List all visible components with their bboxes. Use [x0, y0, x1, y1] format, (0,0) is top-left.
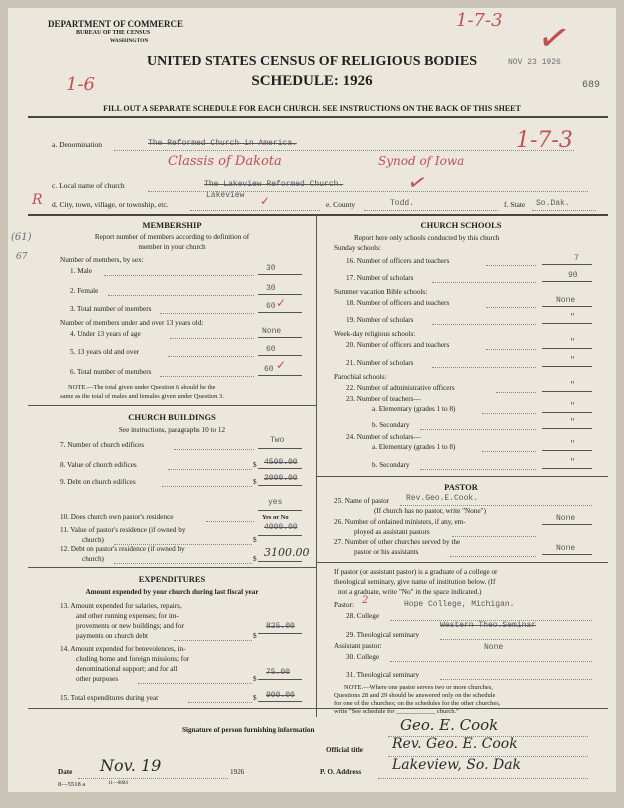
state-typed: So.Dak.: [536, 199, 570, 208]
q22-label: 22. Number of administrative officers: [346, 384, 455, 392]
date-value: Nov. 19: [100, 756, 162, 775]
q5-label: 5. 13 years old and over: [70, 348, 140, 356]
q7-value: Two: [270, 436, 285, 445]
header-rule: [28, 116, 608, 118]
q27-label-b: pastor or his assistants: [354, 548, 419, 556]
grad-note-1: If pastor (or assistant pastor) is a graduate of a college or: [334, 568, 498, 576]
q23b-value: ": [570, 418, 575, 427]
q11-value: 4000.00: [264, 523, 298, 532]
q2-label: 2. Female: [70, 287, 99, 295]
denomination-typed: The Reformed Church in America.: [148, 139, 297, 148]
q29-value: Western Theo.Seminar: [440, 621, 537, 630]
q8-label: 8. Value of church edifices: [60, 461, 137, 469]
q12-label-b: church): [82, 555, 104, 563]
membership-intro-2: member in your church: [138, 243, 206, 251]
signature: Geo. E. Cook: [400, 716, 499, 734]
q13-label-c: provements or new buildings; and for: [76, 622, 184, 630]
pastor-note-3: for one of the churches; on the schedules for the other churches,: [334, 700, 501, 707]
q24-label: 24. Number of scholars—: [346, 433, 421, 441]
instruction-line: FILL OUT A SEPARATE SCHEDULE FOR EACH CHURCH. SEE INSTRUCTIONS ON THE BACK OF THIS SHEET: [103, 104, 521, 113]
q6-value: 60: [264, 365, 274, 374]
q23b-label: b. Secondary: [372, 421, 410, 429]
membership-note-1: NOTE.—The total given under Question 6 should be the: [68, 384, 216, 391]
stamp-number: 689: [582, 80, 601, 91]
membership-intro-1: Report number of members according to definition of: [94, 233, 250, 241]
q13-label-a: 13. Amount expended for salaries, repairs,: [60, 602, 182, 610]
q17-value: 90: [568, 271, 578, 280]
pastor-hand-mark: 2: [362, 595, 369, 606]
q7-label: 7. Number of church edifices: [60, 441, 145, 449]
parochial-schools: Parochial schools:: [334, 373, 387, 381]
q8-value: 4500.00: [264, 458, 298, 467]
q1-value: 30: [266, 264, 276, 273]
q14-label-a: 14. Amount expended for benevolences, in-: [60, 645, 186, 653]
q24b-value: ": [570, 458, 575, 467]
q30-value: None: [484, 643, 504, 652]
po-address-value: Lakeview, So. Dak: [392, 757, 522, 773]
q4-label: 4. Under 13 years of age: [70, 330, 141, 338]
pastor-title: PASTOR: [444, 482, 478, 492]
denomination-classis: Classis of Dakota: [168, 154, 282, 169]
q23a-label: a. Elementary (grades 1 to 8): [372, 405, 456, 413]
membership-title: MEMBERSHIP: [142, 220, 202, 230]
local-name-label: c. Local name of church: [52, 181, 125, 190]
received-stamp: NOV 23 1926: [508, 58, 561, 67]
assistant-pastor-label: Assistant pastor:: [334, 642, 382, 650]
code-right: 1-7-3: [516, 128, 573, 153]
q24a-label: a. Elementary (grades 1 to 8): [372, 443, 456, 451]
q1-label: 1. Male: [70, 267, 92, 275]
local-name-typed: The Lakeview Reformed Church.: [204, 180, 344, 189]
county-typed: Todd.: [390, 199, 415, 208]
margin-61: (61): [11, 232, 32, 243]
q26-label-a: 26. Number of ordained ministers, if any, em-: [334, 518, 466, 526]
q23-label: 23. Number of teachers—: [346, 395, 421, 403]
dept-name: DEPARTMENT OF COMMERCE: [48, 19, 184, 29]
membership-note-2: same as the total of males and females given under Question 3.: [60, 393, 224, 400]
q18-label: 18. Number of officers and teachers: [346, 299, 450, 307]
general-rule: [28, 214, 608, 216]
city-name: WASHINGTON: [110, 38, 149, 44]
bureau-name: BUREAU OF THE CENSUS: [76, 30, 151, 36]
q24a-value: ": [570, 440, 575, 449]
buildings-title: CHURCH BUILDINGS: [128, 412, 216, 422]
grad-note-3: not a graduate, write "No" in the space indicated.): [338, 588, 482, 596]
q28-value: Hope College, Michigan.: [404, 600, 515, 609]
check-mark-top: ✓: [533, 15, 574, 63]
date-label: Date: [58, 768, 73, 776]
schedule-year: SCHEDULE: 1926: [251, 73, 373, 89]
margin-67: 67: [16, 252, 28, 262]
members-by-sex: Number of members, by sex:: [60, 256, 144, 264]
po-address-label: P. O. Address: [320, 768, 362, 776]
q6-label: 6. Total number of members: [70, 368, 152, 376]
q27-value: None: [556, 544, 576, 553]
q16-label: 16. Number of officers and teachers: [346, 257, 450, 265]
state-label: f. State: [504, 200, 526, 209]
q28-label: 28. College: [346, 612, 380, 620]
q31-label: 31. Theological seminary: [346, 671, 420, 679]
q29-label: 29. Theological seminary: [346, 631, 420, 639]
print-number: 11—8084: [108, 781, 128, 786]
q27-label-a: 27. Number of other churches served by the: [334, 538, 461, 546]
q19-label: 19. Number of scholars: [346, 316, 414, 324]
form-number: 8—5518 a: [58, 781, 86, 788]
center-divider: [316, 214, 317, 792]
code-left: 1-6: [66, 74, 95, 95]
q21-value: ": [570, 356, 575, 365]
q3-value: 60: [266, 302, 276, 311]
sunday-schools: Sunday schools:: [334, 244, 381, 252]
members-by-age: Number of members under and over 13 years old:: [60, 319, 204, 327]
q3-label: 3. Total number of members: [70, 305, 152, 313]
q30-label: 30. College: [346, 653, 380, 661]
q26-value: None: [556, 514, 576, 523]
pastor-note-4: write "See schedule for ____________ church.": [334, 708, 459, 715]
q12-label-a: 12. Debt on pastor's residence (if owned by: [60, 545, 185, 553]
code-top: 1-7-3: [456, 10, 503, 31]
q9-value: 2000.00: [264, 474, 298, 483]
q13-value: 825.00: [266, 622, 295, 631]
check-mark-city: ✓: [260, 194, 271, 208]
q25-value: Rev.Geo.E.Cook.: [406, 494, 479, 503]
q10-label: 10. Does church own pastor's residence: [60, 513, 174, 521]
grad-note-2: theological seminary, give name of institution below. (If: [334, 578, 496, 586]
census-schedule-page: DEPARTMENT OF COMMERCE BUREAU OF THE CENSUS WASHINGTON UNITED STATES CENSUS OF RELIGIOUS BODIES SCHEDULE: 1926 1-7-3 ✓ NOV 23 1926 689 1-6 FILL OUT A SEPARATE SCHEDULE FOR EACH CHURCH. SEE INSTRUCTIONS ON THE BACK OF THIS SHEET a. Denomination The Reformed Church in America. Classis of Dakota Synod of Iowa 1-7-3 c. Local name of church The Lakeview Reformed Church. ✓ R d. City, town, village, or township, etc. Lakeview ✓ e. County Todd. f. State So.Dak. (61) 67 MEMBERSHIP Report number of members according to definition of member in your church Number of members, by sex: 1. Male 30 2. Female 30 3. Total number of members 60 ✓ Number of members under and over 13 years old: 4. Under 13 years of age None 5. 13 years old and over 60 6. Total number of members 60 ✓ NOTE.—The total given under Question 6 should be the same as the total of males and females given under Question 3. CHURCH BUILDINGS See instructions, paragraphs 10 to 12 7. Number of church edifices Two 8. Value of church edifices $ 4500.00 9. Debt on church edifices $ 2000.00 10. Does church own pastor's residence yes Yes or No 11. Value of pastor's residence (if owned by church) $ 4000.00 12. Debt on pastor's residence (if owned by church) $ 3100.00 EXPENDITURES Amount expended by your church during last fiscal year 13. Amount expended for salaries, repairs, and other running expenses; for im- provements or new buildings; and for payments on church debt $ 825.00 14. Amount expended for benevolences, in- cluding home and foreign missions; for denominational support; and for all other purposes $ 75.00 15. Total expenditures during year $ 900.00 CHURCH SCHOOLS Report here only schools conducted by this church Sunday schools: 16. Number of officers and teachers 7 17. Number of scholars 90 Summer vacation Bible schools: 18. Number of officers and teachers None 19. Number of scholars " Week-day religious schools: 20. Number of officers and teachers " 21. Number of scholars " Parochial schools: 22. Number of administrative officers " 23. Number of teachers— a. Elementary (grades 1 to 8) " b. Secondary " 24. Number of scholars— a. Elementary (grades 1 to 8) " b. Secondary " PASTOR 25. Name of pastor Rev.Geo.E.Cook. (If church has no pastor, write "None") 26. Number of ordained ministers, if any, em- ployed as assistant pastors None 27. Number of other churches served by the pastor or his assistants None If pastor (or assistant pastor) is a graduate of a college or theological seminary, give name of institution below. (If not a graduate, write "No" in the space indicated.) Pastor: 2 28. College Hope College, Michigan. 29. Theological seminary Western Theo.Seminar Assistant pastor: 30. College None 31. Theological seminary NOTE.—Where one pastor serves two or more churches, Questions 28 and 29 should be answered only on the schedule for one of the churches; on the schedules for the other churches, write "See schedule for ____________ church." Signature of person furnishing information Geo. E. Cook Official title Rev. Geo. E. Cook Date Nov. 19 1926 P. O. Address Lakeview, So. Dak 8—5518 a 11—8084: [8, 8, 616, 792]
q18-value: None: [556, 296, 576, 305]
q25-label: 25. Name of pastor: [334, 497, 390, 505]
margin-r: R: [32, 192, 43, 208]
q14-label-b: cluding home and foreign missions; for: [76, 655, 190, 663]
q15-value: 900.00: [266, 691, 295, 700]
q19-value: ": [570, 313, 575, 322]
q17-label: 17. Number of scholars: [346, 274, 414, 282]
q13-label-b: and other running expenses; for im-: [76, 612, 179, 620]
q12-value: 3100.00: [264, 546, 310, 559]
q5-value: 60: [266, 345, 276, 354]
check-mark-local: ✓: [405, 168, 430, 197]
q2-value: 30: [266, 284, 276, 293]
weekday-schools: Week-day religious schools:: [334, 330, 416, 338]
vacation-schools: Summer vacation Bible schools:: [334, 288, 428, 296]
expenditures-title: EXPENDITURES: [138, 574, 206, 584]
pastor-note-1: NOTE.—Where one pastor serves two or more churches,: [344, 684, 493, 691]
q23a-value: ": [570, 402, 575, 411]
official-title-value: Rev. Geo. E. Cook: [392, 736, 518, 752]
q20-value: ": [570, 338, 575, 347]
q11-label-b: church): [82, 536, 104, 544]
q15-label: 15. Total expenditures during year: [60, 694, 159, 702]
city-typed: Lakeview: [206, 191, 245, 200]
pastor-label: Pastor:: [334, 601, 354, 609]
q14-value: 75.00: [266, 668, 291, 677]
expenditures-intro: Amount expended by your church during last fiscal year: [85, 588, 259, 596]
schools-title: CHURCH SCHOOLS: [420, 220, 502, 230]
signature-label: Signature of person furnishing information: [182, 726, 315, 734]
pastor-note-2: Questions 28 and 29 should be answered only on the schedule: [334, 692, 496, 699]
q26-label-b: ployed as assistant pastors: [354, 528, 430, 536]
q16-value: 7: [574, 254, 579, 263]
q25-note: (If church has no pastor, write "None"): [374, 507, 486, 515]
q10-value: yes: [268, 498, 283, 507]
denomination-synod: Synod of Iowa: [378, 154, 465, 168]
main-title: UNITED STATES CENSUS OF RELIGIOUS BODIES: [146, 54, 477, 69]
city-label: d. City, town, village, or township, etc.: [52, 200, 169, 209]
official-title-label: Official title: [326, 746, 363, 754]
schools-intro: Report here only schools conducted by this church: [354, 234, 500, 242]
county-label: e. County: [326, 200, 356, 209]
q13-label-d: payments on church debt: [76, 632, 149, 640]
q4-value: None: [262, 327, 282, 336]
q11-label-a: 11. Value of pastor's residence (if owned by: [60, 526, 186, 534]
q21-label: 21. Number of scholars: [346, 359, 414, 367]
denomination-label: a. Denomination: [52, 140, 102, 149]
q14-label-d: other purposes: [76, 675, 119, 683]
q22-value: ": [570, 381, 575, 390]
buildings-sub: See instructions, paragraphs 10 to 12: [118, 426, 226, 434]
q9-label: 9. Debt on church edifices: [60, 478, 136, 486]
yes-no-hint: Yes or No: [262, 514, 289, 521]
q20-label: 20. Number of officers and teachers: [346, 341, 450, 349]
date-year: 1926: [230, 768, 245, 776]
q24b-label: b. Secondary: [372, 461, 410, 469]
q14-label-c: denominational support; and for all: [76, 665, 178, 673]
